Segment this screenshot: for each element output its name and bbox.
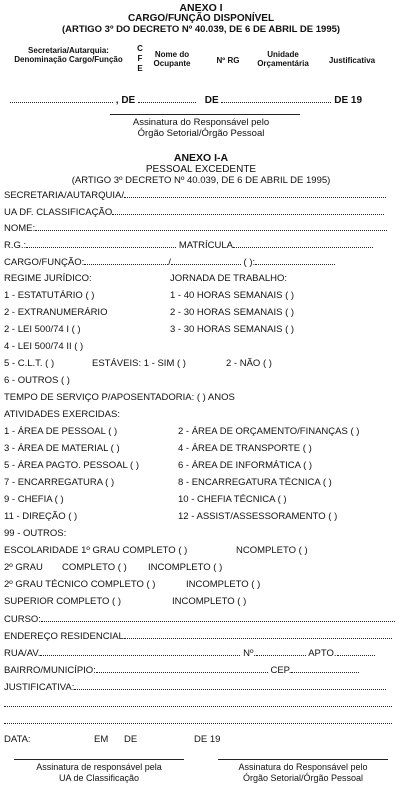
superior-completo[interactable]: SUPERIOR COMPLETO ( ) <box>4 596 122 607</box>
annex1-signature-2: Órgão Setorial/Órgão Pessoal <box>137 128 265 139</box>
estaveis-nao[interactable]: 2 - NÃO ( ) <box>226 358 272 369</box>
curso-field[interactable] <box>41 613 395 622</box>
cep-field[interactable] <box>291 664 359 673</box>
place-field[interactable] <box>10 94 113 103</box>
atividade-7[interactable]: 7 - ENCARREGATURA ( ) <box>4 477 115 488</box>
annex1a-subtitle: PESSOAL EXCEDENTE <box>145 164 257 175</box>
justificativa-row: JUSTIFICATIVA: <box>4 681 386 693</box>
secretaria-row: SECRETARIA/AUTARQUIA/ <box>4 189 386 201</box>
nome-row: NOME: <box>4 222 387 234</box>
grau2tec-incompleto[interactable]: INCOMPLETO ( ) <box>186 579 261 590</box>
atividade-12[interactable]: 12 - ASSIST/ASSESSORAMENTO ( ) <box>178 511 338 522</box>
atividade-2[interactable]: 2 - ÁREA DE ORÇAMENTO/FINANÇAS ( ) <box>178 426 360 437</box>
col-cfe: C F E <box>137 44 143 73</box>
secretaria-field[interactable] <box>124 189 386 198</box>
annex1-subtitle: CARGO/FUNÇÃO DISPONÍVEL <box>127 13 275 24</box>
atividade-10[interactable]: 10 - CHEFIA TÉCNICA ( ) <box>178 494 287 505</box>
col-secretaria: Secretaria/Autarquia: Denominação Cargo/Função <box>14 46 123 64</box>
regime-option-5[interactable]: 5 - C.L.T. ( ) <box>4 358 55 369</box>
signature-right-2: Órgão Setorial/Órgão Pessoal <box>242 773 364 783</box>
grau2-label: 2º GRAU <box>4 562 43 573</box>
month-field[interactable] <box>221 94 331 103</box>
col-unidade: Unidade Orçamentária <box>257 50 309 68</box>
day-field[interactable] <box>138 94 196 103</box>
escolaridade-1grau-inc[interactable]: NCOMPLETO ( ) <box>236 545 308 556</box>
data-de19: DE 19 <box>194 734 221 745</box>
atividade-6[interactable]: 6 - ÁREA DE INFORMÁTICA ( ) <box>178 460 313 471</box>
endereco-row: ENDEREÇO RESIDENCIAL <box>4 630 392 642</box>
cargo-field[interactable] <box>84 256 168 265</box>
jornada-option-1[interactable]: 1 - 40 HORAS SEMANAIS ( ) <box>170 290 295 301</box>
cargo-field-2[interactable] <box>171 256 241 265</box>
regime-option-1[interactable]: 1 - ESTATUTÁRIO ( ) <box>4 290 95 301</box>
outros-99: 99 - OUTROS: <box>4 528 67 539</box>
superior-incompleto[interactable]: INCOMPLETO ( ) <box>172 596 247 607</box>
atividade-3[interactable]: 3 - ÁREA DE MATERIAL ( ) <box>4 443 120 454</box>
col-rg: Nº RG <box>216 56 240 65</box>
justificativa-field-3[interactable] <box>4 715 392 724</box>
atividade-1[interactable]: 1 - ÁREA DE PESSOAL ( ) <box>4 426 118 437</box>
signature-line-left <box>14 759 184 760</box>
atividade-5[interactable]: 5 - ÁREA PAGTO. PESSOAL ( ) <box>4 460 139 471</box>
ua-df-field[interactable] <box>112 206 384 215</box>
annex1a-title: ANEXO I-A <box>173 152 229 164</box>
grau2-completo[interactable]: COMPLETO ( ) <box>62 562 127 573</box>
matricula-field[interactable] <box>233 239 373 248</box>
grau2tec-completo[interactable]: 2º GRAU TÉCNICO COMPLETO ( ) <box>4 579 156 590</box>
cargo-field-3[interactable] <box>255 256 335 265</box>
data-label: DATA: <box>4 734 31 745</box>
atividade-9[interactable]: 9 - CHEFIA ( ) <box>4 494 64 505</box>
nome-field[interactable] <box>35 222 387 231</box>
justificativa-line-3 <box>4 715 392 727</box>
data-de: DE <box>124 734 138 745</box>
bairro-field[interactable] <box>96 664 268 673</box>
date-line: , DE DE DE 19 <box>10 94 362 106</box>
outros-option[interactable]: 6 - OUTROS ( ) <box>4 375 70 386</box>
bairro-row: BAIRRO/MUNICÍPIO: CEP. <box>4 664 359 676</box>
jornada-option-2[interactable]: 2 - 30 HORAS SEMANAIS ( ) <box>170 307 295 318</box>
rua-row: RUA/AV. Nº. APTO. <box>4 647 375 659</box>
justificativa-field[interactable] <box>74 681 386 690</box>
rg-row: R.G.: MATRÍCULA <box>4 239 373 251</box>
signature-line-right <box>218 759 388 760</box>
grau2-incompleto[interactable]: INCOMPLETO ( ) <box>148 562 223 573</box>
regime-option-2[interactable]: 2 - EXTRANUMERÁRIO <box>4 307 108 318</box>
endereco-field[interactable] <box>124 630 392 639</box>
numero-field[interactable] <box>256 647 306 656</box>
signature-right-1: Assinatura do Responsável pelo <box>238 762 368 772</box>
regime-header: REGIME JURÍDICO: <box>4 273 92 284</box>
signature-line-annex1 <box>110 114 300 115</box>
annex1-title: ANEXO I <box>179 2 223 14</box>
atividade-11[interactable]: 11 - DIREÇÃO ( ) <box>4 511 78 522</box>
regime-option-3[interactable]: 2 - LEI 500/74 I ( ) <box>4 324 81 335</box>
signature-left-2: UA de Classificação <box>58 773 140 783</box>
estaveis-sim[interactable]: ESTÁVEIS: 1 - SIM ( ) <box>92 358 186 369</box>
ua-df-row: UA DF. CLASSIFICAÇÃO <box>4 206 384 218</box>
curso-row: CURSO: <box>4 613 395 625</box>
jornada-option-3[interactable]: 3 - 30 HORAS SEMANAIS ( ) <box>170 324 295 335</box>
apto-field[interactable] <box>337 647 375 656</box>
data-em: EM <box>94 734 109 745</box>
rua-field[interactable] <box>40 647 240 656</box>
justificativa-field-2[interactable] <box>4 698 392 707</box>
signature-left-1: Assinatura de responsável pela <box>36 762 162 772</box>
atividade-4[interactable]: 4 - ÁREA DE TRANSPORTE ( ) <box>178 443 312 454</box>
col-justificativa: Justificativa <box>328 56 376 65</box>
atividade-8[interactable]: 8 - ENCARREGATURA TÉCNICA ( ) <box>178 477 332 488</box>
jornada-header: JORNADA DE TRABALHO: <box>170 273 288 284</box>
annex1-decree: (ARTIGO 3º DO DECRETO Nº 40.039, DE 6 DE ABRIL DE 1995) <box>61 24 341 35</box>
rg-field[interactable] <box>26 239 176 248</box>
justificativa-line-2 <box>4 698 392 710</box>
tempo-servico: TEMPO DE SERVIÇO P/APOSENTADORIA: ( ) ANOS <box>4 392 235 403</box>
atividades-header: ATIVIDADES EXERCIDAS: <box>4 409 120 420</box>
annex1a-decree: (ARTIGO 3º DECRETO Nº 40.039, DE 6 DE ABRIL DE 1995) <box>71 175 331 186</box>
escolaridade-1grau[interactable]: ESCOLARIDADE 1º GRAU COMPLETO ( ) <box>4 545 188 556</box>
col-nome-ocupante: Nome do Ocupante <box>153 50 191 68</box>
cargo-row: CARGO/FUNÇÃO: / ( ): <box>4 256 335 268</box>
regime-option-4[interactable]: 4 - LEI 500/74 II ( ) <box>4 341 84 352</box>
annex1-signature-1: Assinatura do Responsável pelo <box>132 117 270 128</box>
